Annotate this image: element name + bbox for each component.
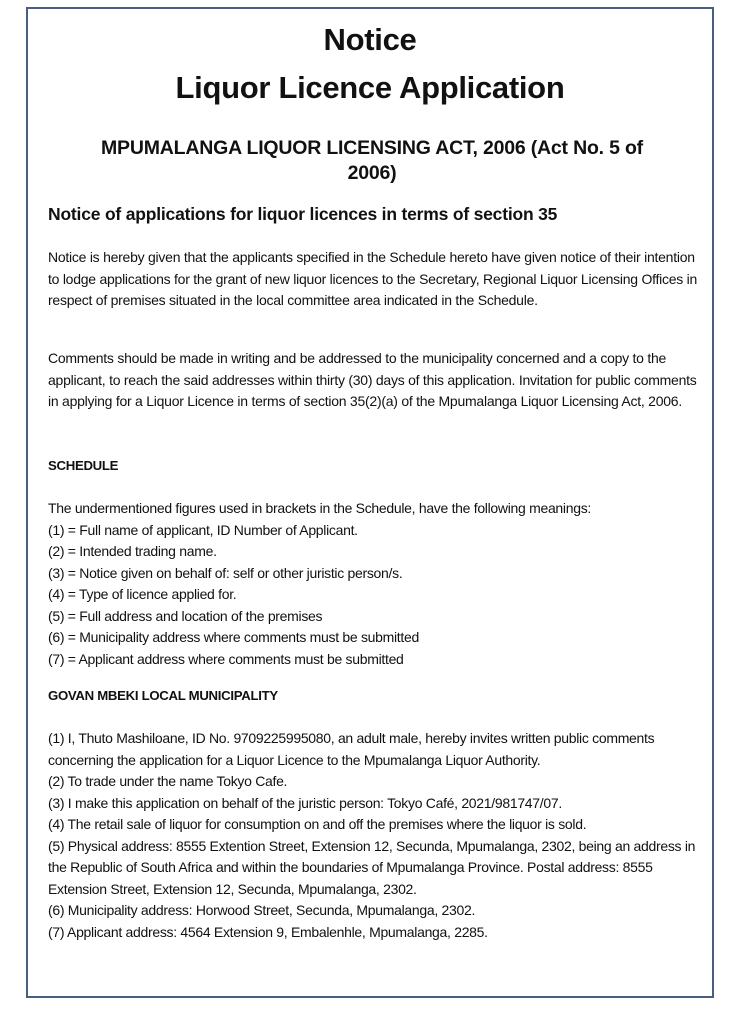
application-item: (7) Applicant address: 4564 Extension 9, Embalenhle, Mpumalanga, 2285.: [48, 923, 488, 940]
act-heading: MPUMALANGA LIQUOR LICENSING ACT, 2006 (Act No. 5 of 2006): [101, 137, 643, 184]
municipality-heading: GOVAN MBEKI LOCAL MUNICIPALITY: [48, 688, 278, 703]
schedule-item: (3) = Notice given on behalf of: self or other juristic person/s.: [48, 564, 403, 581]
application-item: (3) I make this application on behalf of the juristic person: Tokyo Café, 2021/981747/07.: [48, 794, 562, 811]
schedule-item: (5) = Full address and location of the premises: [48, 607, 323, 624]
application-details: [48, 728, 712, 943]
schedule-heading: SCHEDULE: [48, 458, 119, 473]
schedule-item: (1) = Full name of applicant, ID Number of Applicant.: [48, 521, 358, 538]
comments-paragraph: Comments should be made in writing and be addressed to the municipality concerned and a copy to the applicant, to reach the said addresses within thirty (30) days of this application. Invitation for public comments in applying for a Liquor Licence in terms of section 35(2)(a) of the Mpumalanga Liquor Licensing Act, 2006.: [48, 350, 697, 409]
schedule-legend: [48, 498, 712, 670]
application-item: (4) The retail sale of liquor for consumption on and off the premises where the liquor is sold.: [48, 816, 587, 832]
notice-subtitle: Liquor Licence Application: [175, 70, 565, 105]
schedule-item: (7) = Applicant address where comments must be submitted: [48, 650, 404, 667]
schedule-intro: The undermentioned figures used in brackets in the Schedule, have the following meanings:: [48, 500, 591, 516]
schedule-item: (6) = Municipality address where comments must be submitted: [48, 629, 419, 645]
schedule-item: (4) = Type of licence applied for.: [48, 586, 237, 602]
application-item: (5) Physical address: 8555 Extention Street, Extension 12, Secunda, Mpumalanga, 2302, being an address in the Republic of South Africa and within the boundaries of Mpumalanga Province. Postal address: 8555 Extension Street, Extension 12, Secunda, Mpumalanga, 2302.: [48, 837, 696, 897]
application-item: (2) To trade under the name Tokyo Cafe.: [48, 773, 288, 789]
application-item: (6) Municipality address: Horwood Street, Secunda, Mpumalanga, 2302.: [48, 902, 476, 918]
intro-paragraph: Notice is hereby given that the applicants specified in the Schedule hereto have given notice of their intention to lodge applications for the grant of new liquor licences to the Secretary, Regional Liquor Licensing Offices in respect of premises situated in the local committee area indicated in the Schedule.: [48, 249, 698, 308]
notice-title: Notice: [323, 22, 417, 57]
application-item: (1) I, Thuto Mashiloane, ID No. 9709225995080, an adult male, hereby invites written public comments concerning the application for a Liquor Licence to the Mpumalanga Liquor Authority.: [48, 730, 655, 768]
section-heading: Notice of applications for liquor licences in terms of section 35: [48, 204, 558, 224]
schedule-item: (2) = Intended trading name.: [48, 543, 217, 559]
notice-document: [26, 7, 714, 998]
